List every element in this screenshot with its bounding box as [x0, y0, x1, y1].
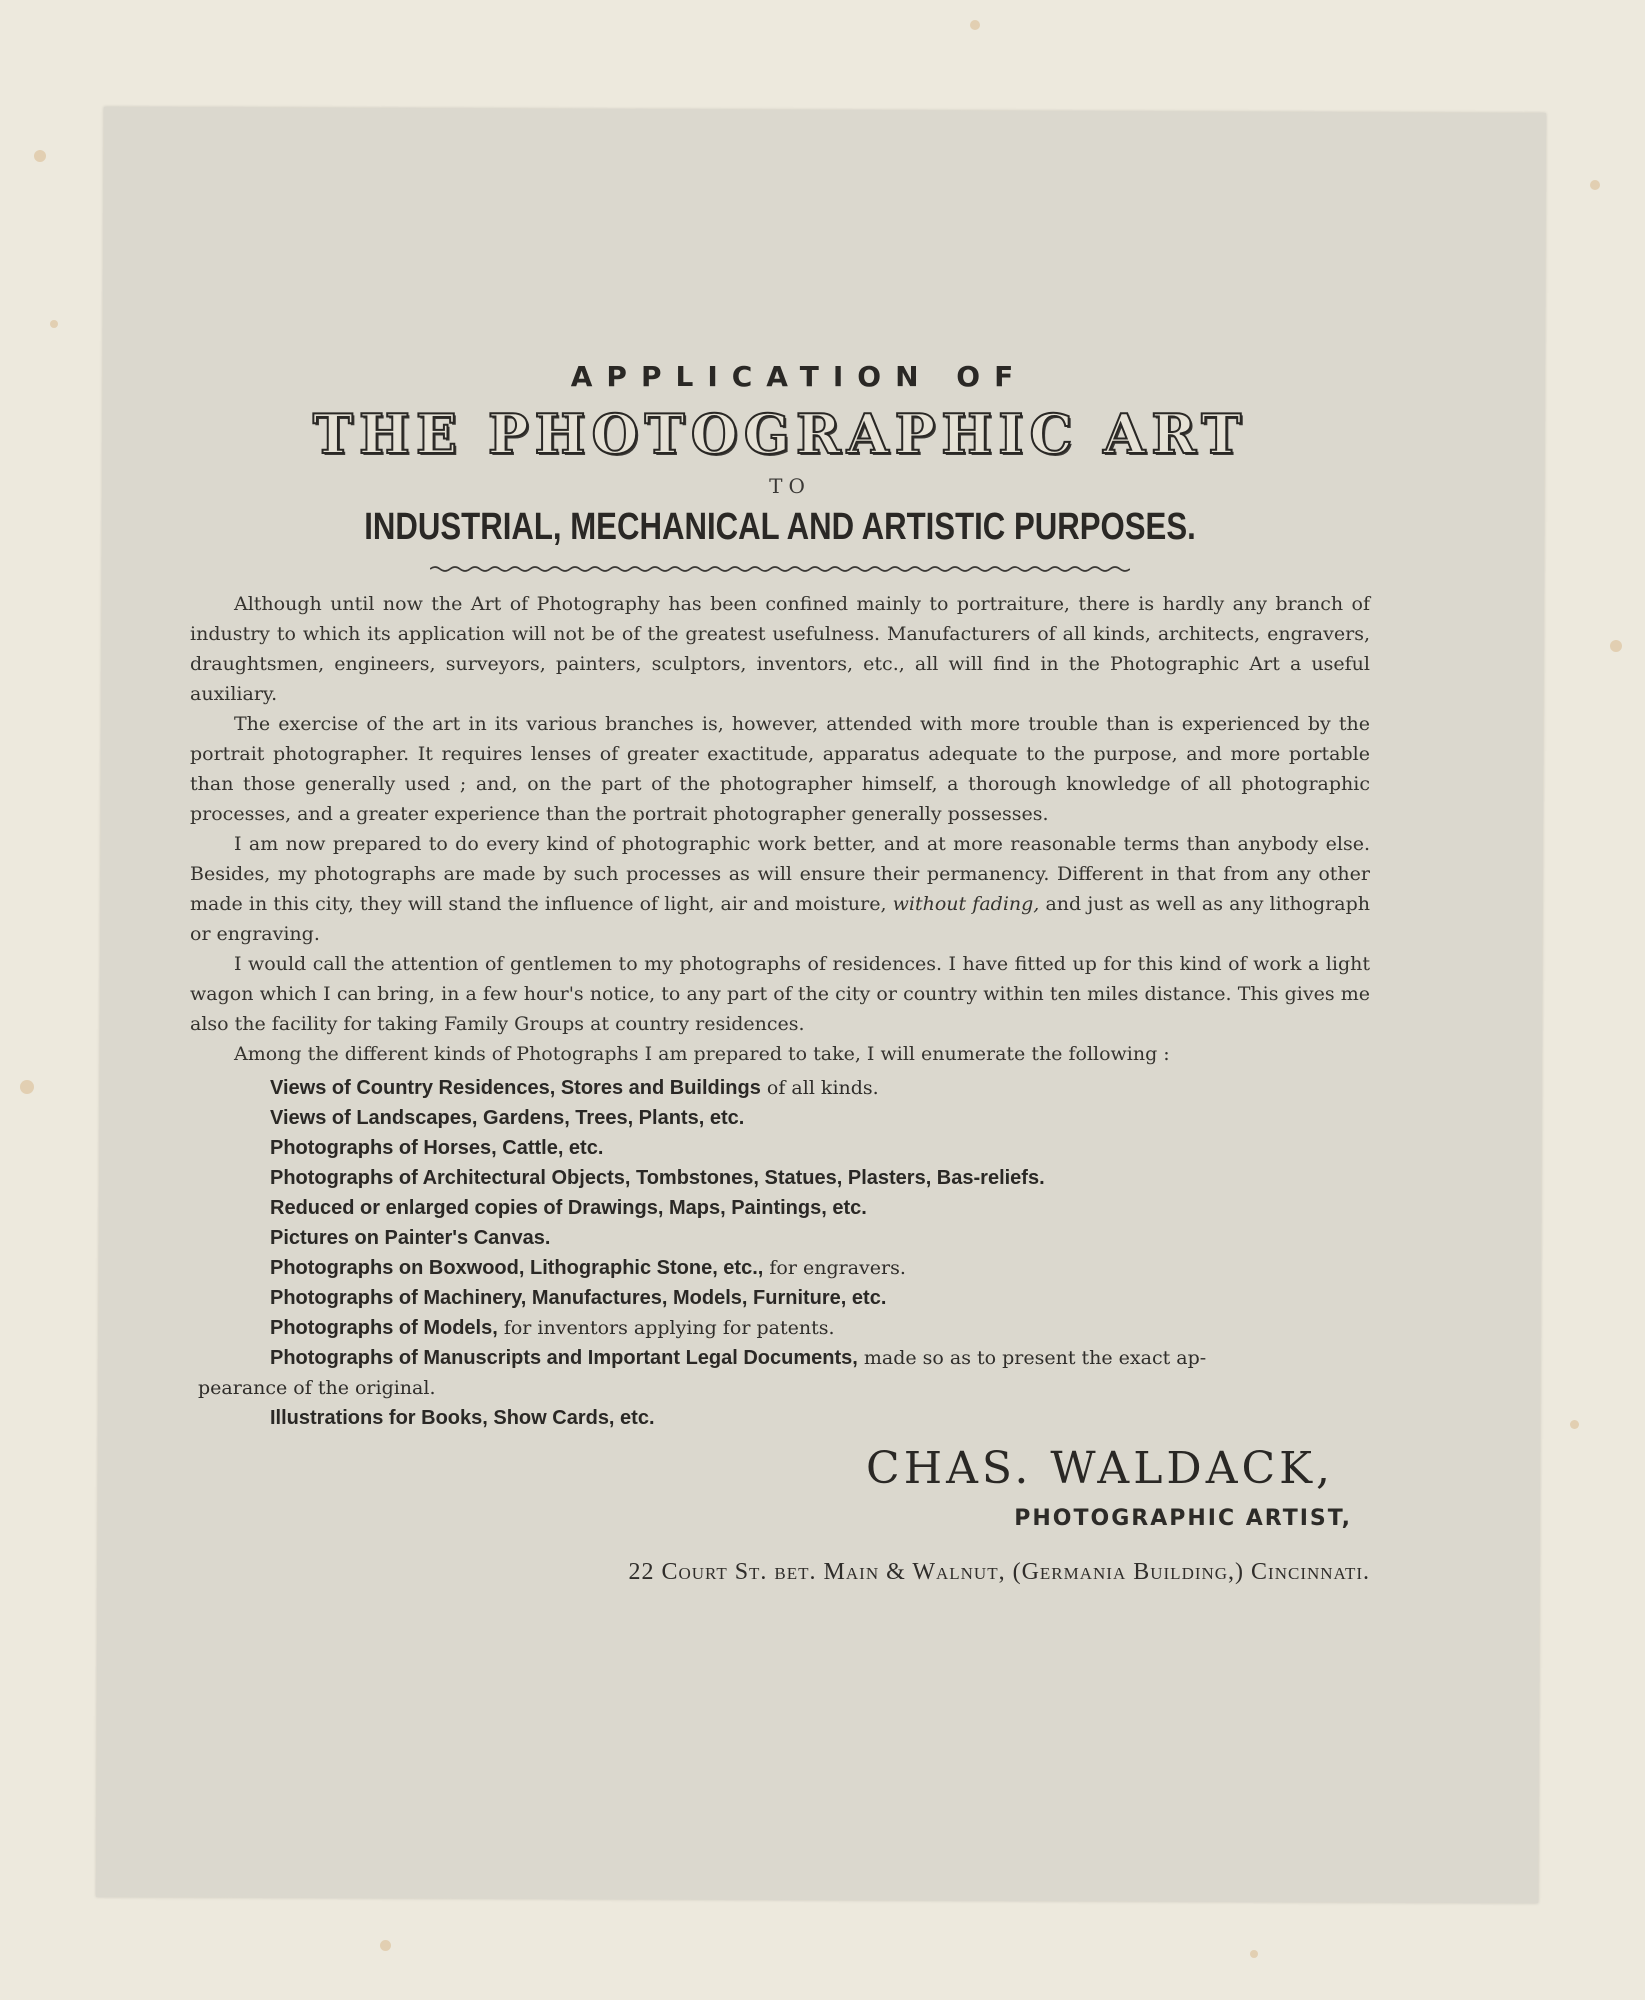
paragraph-residences: I would call the attention of gentlemen to my photographs of residences. I have fitted up for this kind of work a light wagon which I can bring, in a few hour's notice, to any part of the city or country within ten miles distance. This gives me also the facility for taking Family Groups at country residences. — [190, 953, 1370, 1036]
paragraph-exercise: The exercise of the art in its various branches is, however, attended with more trouble than is experienced by the portrait photographer. It requires lenses of greater exactitude, apparatus adequate to the purpose, and more portable than those generally used ; and, on the part of the photographer himself, a thorough knowledge of all photographic processes, and a greater experience than the portrait photographer generally possesses. — [190, 713, 1370, 826]
broadside — [190, 360, 1370, 1586]
list-item: Photographs of Models, for inventors applying for patents. — [270, 1317, 835, 1340]
subtitle: INDUSTRIAL, MECHANICAL AND ARTISTIC PURPOSES. — [364, 506, 1196, 549]
foxing-spot — [1590, 180, 1600, 190]
list-item: Pictures on Painter's Canvas. — [270, 1227, 551, 1250]
paragraph-prepared-b: and just as well as any lithograph or engraving. — [190, 893, 1370, 946]
foxing-spot — [34, 150, 46, 162]
paragraph-intro: Although until now the Art of Photography has been confined mainly to portraiture, there is hardly any branch of industry to which its application will not be of the greatest usefulness. Manufacturers of all kinds, architects, engravers, draughtsmen, engineers, surveyors, painters, sculptors, inventors, etc., all will find in the Photographic Art a useful auxiliary. — [190, 593, 1370, 706]
to-line: TO — [769, 474, 811, 499]
paragraph-prepared-a: I am now prepared to do every kind of photographic work better, and at more reasonable terms than anybody else. Besides, my photographs are made by such processes as will ensure their permanency. Different in that from any other made in this city, they will stand the influence of light, air and moisture, — [190, 833, 1370, 916]
foxing-spot — [1250, 1950, 1258, 1958]
foxing-spot — [50, 320, 58, 328]
main-title: THE PHOTOGRAPHIC ART — [312, 402, 1248, 466]
signature-title: PHOTOGRAPHIC ARTIST, — [1014, 1506, 1352, 1532]
foxing-spot — [20, 1080, 34, 1094]
list-item: Photographs of Horses, Cattle, etc. — [270, 1137, 604, 1160]
paragraph-prepared — [190, 829, 1370, 949]
services-list — [190, 1073, 1370, 1433]
list-item: Views of Landscapes, Gardens, Trees, Plants, etc. — [270, 1107, 745, 1130]
foxing-spot — [1610, 640, 1622, 652]
list-item: Views of Country Residences, Stores and Buildings of all kinds. — [270, 1077, 879, 1100]
list-item: Illustrations for Books, Show Cards, etc. — [270, 1407, 655, 1430]
address: 22 Court St. bet. Main & Walnut, (Germania Building,) Cincinnati. — [628, 1559, 1370, 1586]
foxing-spot — [1570, 1420, 1579, 1429]
pre-title: APPLICATION OF — [570, 360, 1028, 393]
foxing-spot — [380, 1940, 391, 1951]
list-item: Photographs on Boxwood, Lithographic Stone, etc., for engravers. — [270, 1257, 906, 1280]
signature-block — [190, 1443, 1370, 1531]
list-item: Photographs of Manuscripts and Important Legal Documents, made so as to present the exact ap- pearance of the original. — [198, 1347, 1207, 1400]
list-item: Reduced or enlarged copies of Drawings, Maps, Paintings, etc. — [270, 1197, 867, 1220]
list-item: Photographs of Machinery, Manufactures, Models, Furniture, etc. — [270, 1287, 887, 1310]
paragraph-enumerate: Among the different kinds of Photographs I am prepared to take, I will enumerate the following : — [234, 1043, 1170, 1066]
foxing-spot — [970, 20, 980, 30]
wavy-divider — [430, 563, 1130, 575]
signature-name: CHAS. WALDACK, — [866, 1443, 1334, 1495]
list-item: Photographs of Architectural Objects, Tombstones, Statues, Plasters, Bas-reliefs. — [270, 1167, 1045, 1190]
italic-without-fading: without fading, — [892, 893, 1040, 916]
